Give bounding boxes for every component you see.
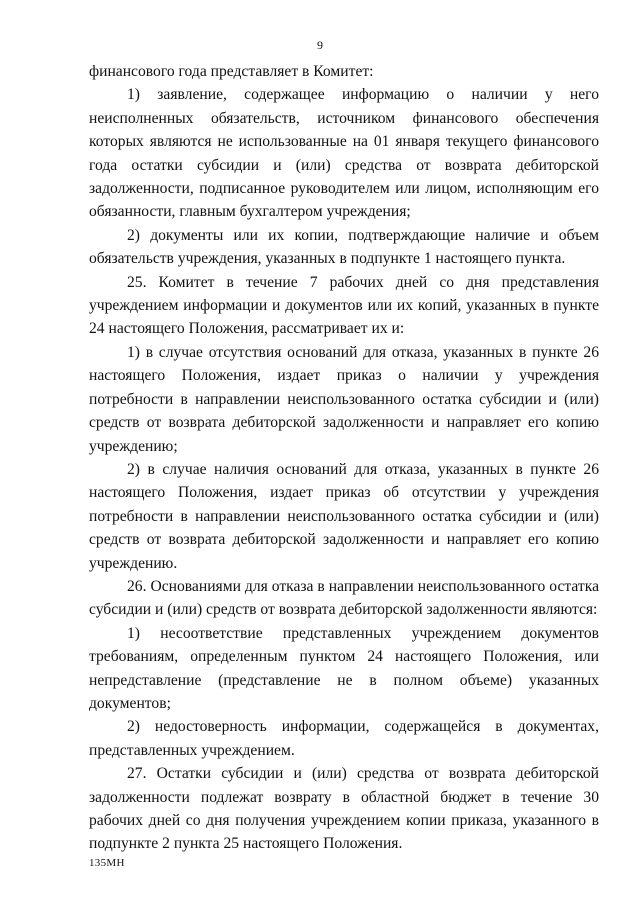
document-code: 135МН (89, 857, 125, 869)
document-body (89, 60, 599, 856)
paragraph-continuation: финансового года представляет в Комитет: (89, 63, 374, 80)
paragraph-clause-25-item-2: 2) в случае наличия оснований для отказа, указанных в пункте 26 настоящего Положения, издает приказ об отсутствии у учреждения потребности в направлении неиспользованного остатка субсидии и (или) средств от возврата дебиторской задолженности и направляет его копию учреждению. (89, 460, 599, 572)
paragraph-item-2-documents: 2) документы или их копии, подтверждающие наличие и объем обязательств учреждения, указанных в подпункте 1 настоящего пункта. (89, 226, 599, 268)
paragraph-clause-25-item-1: 1) в случае отсутствия оснований для отказа, указанных в пункте 26 настоящего Положения, издает приказ о наличии у учреждения потребности в направлении неиспользованного остатка субсидии и (или) средств от возврата дебиторской задолженности и направляет его копию учреждению; (89, 343, 599, 455)
paragraph-item-1-statement: 1) заявление, содержащее информацию о наличии у него неисполненных обязательств, источником финансового обеспечения которых являются не использованные на 01 января текущего финансового года остатки субсидии и (или) средства от возврата дебиторской задолженности, подписанное руководителем или лицом, исполняющим его обязанности, главным бухгалтером учреждения; (89, 86, 599, 221)
page-number: 9 (317, 38, 323, 52)
paragraph-clause-26: 26. Основаниями для отказа в направлении неиспользованного остатка субсидии и (или) средств от возврата дебиторской задолженности являются: (89, 577, 599, 619)
paragraph-clause-25: 25. Комитет в течение 7 рабочих дней со дня представления учреждением информации и документов или их копий, указанных в пункте 24 настоящего Положения, рассматривает их и: (89, 273, 599, 338)
paragraph-clause-27: 27. Остатки субсидии и (или) средства от возврата дебиторской задолженности подлежат возврату в областной бюджет в течение 30 рабочих дней со дня получения учреждением копии приказа, указанного в подпункте 2 пункта 25 настоящего Положения. (89, 765, 599, 853)
paragraph-clause-26-item-2: 2) недостоверность информации, содержащейся в документах, представленных учреждением. (89, 718, 599, 759)
paragraph-clause-26-item-1: 1) несоответствие представленных учреждением документов требованиям, определенным пунктом 24 настоящего Положения, или непредставление (представление не в полном объеме) указанных документов; (89, 624, 599, 712)
